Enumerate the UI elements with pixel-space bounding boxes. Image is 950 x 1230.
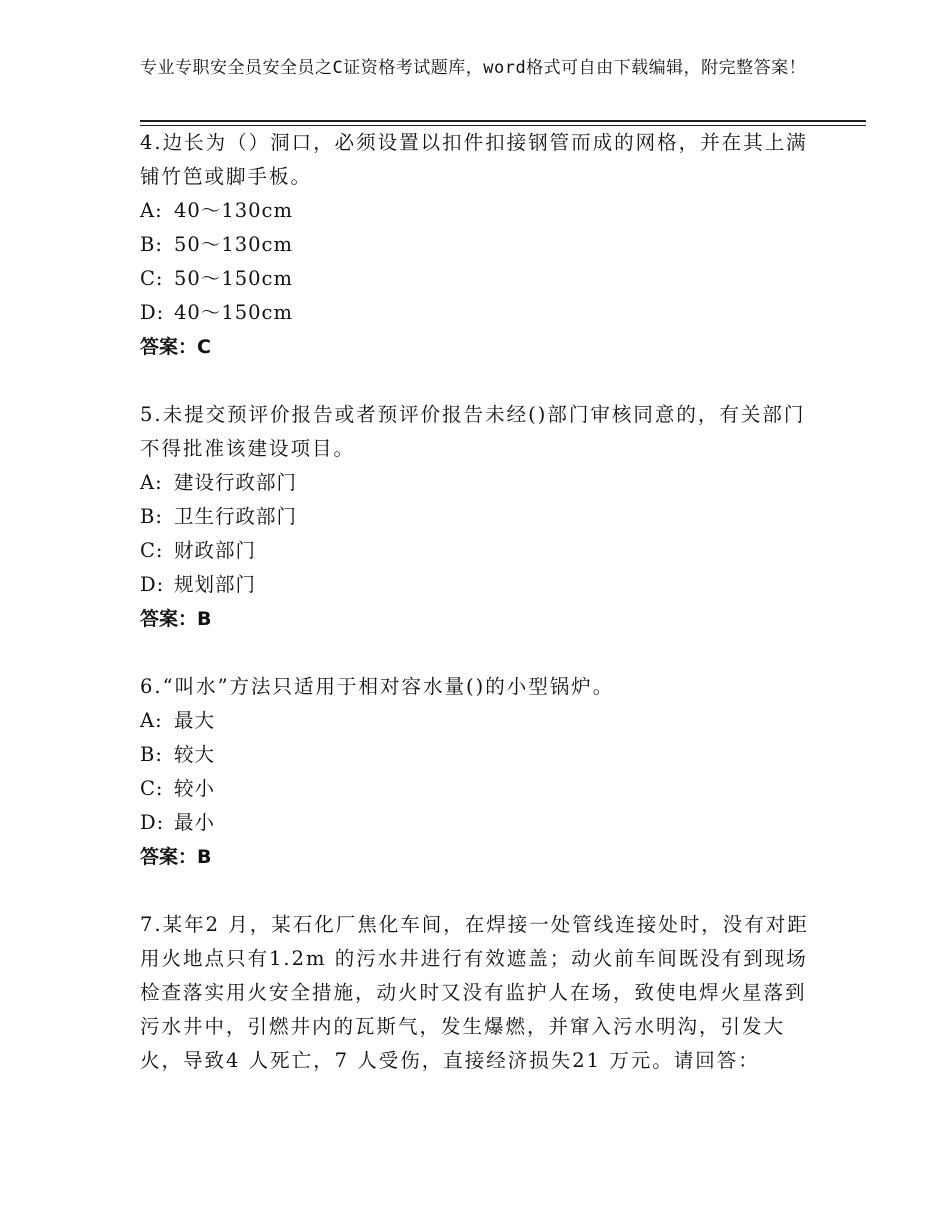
- option-key: C:: [140, 777, 164, 800]
- option-b: [140, 500, 820, 534]
- option-text: 50～130cm: [174, 233, 293, 256]
- question-stem: 5.未提交预评价报告或者预评价报告未经()部门审核同意的，有关部门不得批准该建设项目。: [140, 403, 806, 460]
- question-stem: 6.“叫水”方法只适用于相对容水量()的小型锅炉。: [140, 675, 615, 698]
- option-text: 40～130cm: [174, 199, 293, 222]
- question-5: [140, 398, 820, 636]
- option-d: [140, 296, 820, 330]
- option-key: D:: [140, 811, 165, 834]
- option-text: 建设行政部门: [174, 471, 298, 494]
- question-6: [140, 670, 820, 874]
- option-b: [140, 228, 820, 262]
- page-header: [140, 56, 820, 80]
- option-text: 较小: [174, 777, 216, 800]
- question-4: [140, 126, 820, 364]
- question-stem: 4.边长为（）洞口，必须设置以扣件扣接钢管而成的网格，并在其上满铺竹笆或脚手板。: [140, 131, 808, 188]
- option-d: [140, 568, 820, 602]
- option-c: [140, 262, 820, 296]
- option-text: 40～150cm: [174, 301, 293, 324]
- option-key: C:: [140, 539, 164, 562]
- option-text: 较大: [174, 743, 216, 766]
- option-key: D:: [140, 301, 165, 324]
- option-c: [140, 772, 820, 806]
- header-divider-thick: [140, 120, 866, 122]
- option-a: [140, 466, 820, 500]
- option-d: [140, 806, 820, 840]
- option-text: 最大: [174, 709, 216, 732]
- question-stem: 7.某年2 月，某石化厂焦化车间，在焊接一处管线连接处时，没有对距用火地点只有1.2m 的污水井进行有效遮盖；动火前车间既没有到现场检查落实用火安全措施，动火时又没有监护人在场，致使电焊火星落到污水井中，引燃井内的瓦斯气，发生爆燃，并窜入污水明沟，引发大火，导致4 人死亡，7 人受伤，直接经济损失21 万元。请回答：: [140, 913, 809, 1072]
- answer: 答案：C: [140, 336, 211, 358]
- header-text: 专业专职安全员安全员之C证资格考试题库，word格式可自由下载编辑，附完整答案！: [140, 58, 807, 78]
- option-key: B:: [140, 505, 163, 528]
- option-key: B:: [140, 743, 163, 766]
- option-text: 规划部门: [174, 573, 257, 596]
- option-b: [140, 738, 820, 772]
- option-key: A:: [140, 471, 163, 494]
- option-key: D:: [140, 573, 165, 596]
- option-text: 最小: [174, 811, 216, 834]
- option-text: 卫生行政部门: [174, 505, 298, 528]
- option-text: 50～150cm: [174, 267, 293, 290]
- option-c: [140, 534, 820, 568]
- option-key: B:: [140, 233, 163, 256]
- option-a: [140, 194, 820, 228]
- option-a: [140, 704, 820, 738]
- option-text: 财政部门: [174, 539, 257, 562]
- answer: 答案：B: [140, 608, 212, 630]
- option-key: A:: [140, 199, 163, 222]
- question-list: [140, 126, 820, 1112]
- option-key: A:: [140, 709, 163, 732]
- question-7: [140, 908, 820, 1078]
- option-key: C:: [140, 267, 164, 290]
- answer: 答案：B: [140, 846, 212, 868]
